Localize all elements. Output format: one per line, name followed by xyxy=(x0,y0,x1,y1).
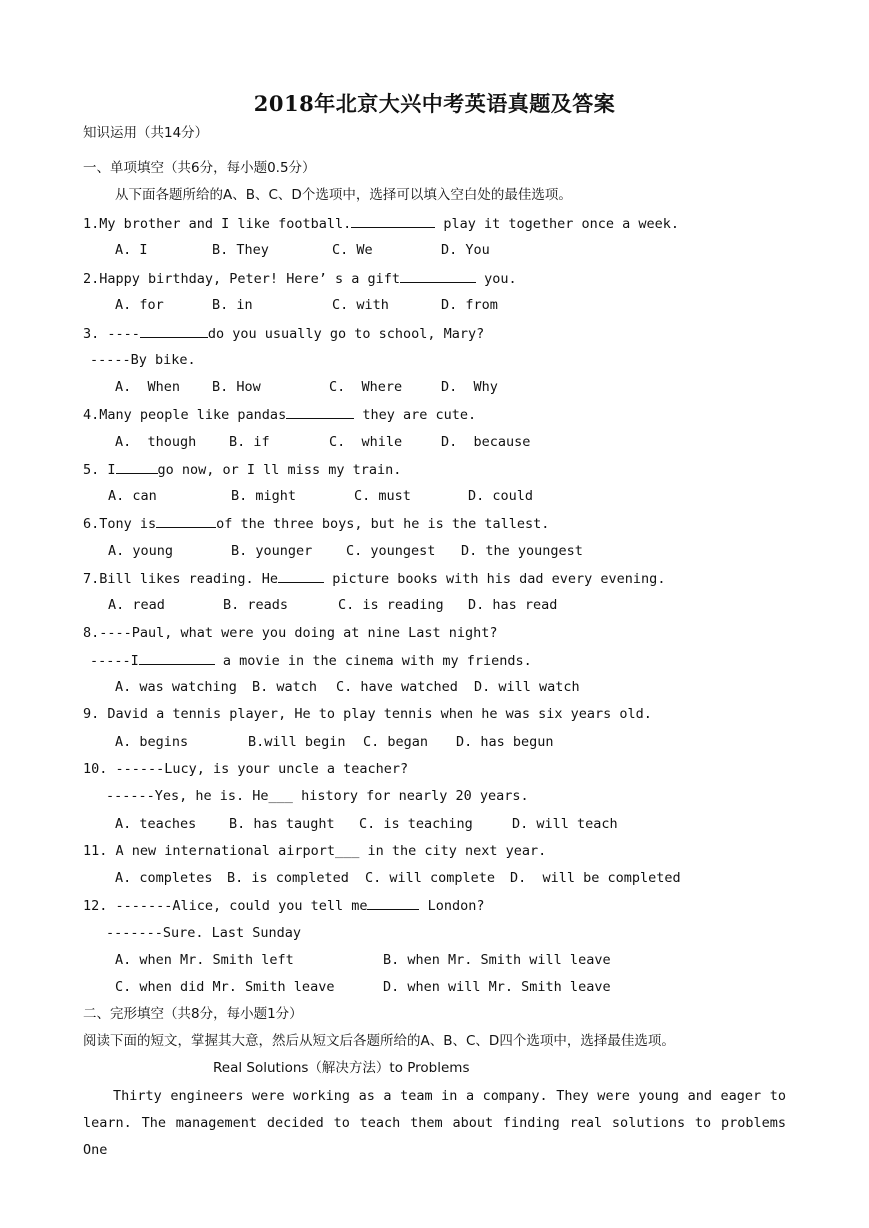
option-a: A. When xyxy=(115,379,181,395)
question-text: 6.Tony is xyxy=(83,516,157,532)
option-b: B. when Mr. Smith will leave xyxy=(383,952,611,968)
option-a: A. completes xyxy=(115,870,213,886)
option-b: B.will begin xyxy=(248,734,346,750)
option-a: A. I xyxy=(115,242,148,258)
option-b: B. watch xyxy=(252,679,318,695)
option-c: C. youngest xyxy=(346,543,436,559)
answer-blank xyxy=(367,896,419,910)
option-a: A. though xyxy=(115,434,197,450)
passage-line-2: learn. The management decided to teach them about finding real solutions to problems One xyxy=(83,1115,786,1158)
option-b: B. if xyxy=(229,434,270,450)
dialogue-reply: -----By bike. xyxy=(90,352,196,368)
option-a: A. when Mr. Smith left xyxy=(115,952,294,968)
option-c: C. while xyxy=(329,434,403,450)
question-text: they are cute. xyxy=(354,407,477,423)
option-d: D. has read xyxy=(468,597,558,613)
option-a: A. begins xyxy=(115,734,189,750)
option-c: C. Where xyxy=(329,379,403,395)
option-c: C. have watched xyxy=(336,679,458,695)
option-c: C. will complete xyxy=(365,870,496,886)
option-c: C. began xyxy=(363,734,429,750)
dialogue-reply xyxy=(90,651,532,670)
answer-blank xyxy=(116,460,158,474)
question-text: -----I xyxy=(90,653,139,669)
option-a: A. read xyxy=(108,597,165,613)
option-d: D. will teach xyxy=(512,816,618,832)
option-c: C. when did Mr. Smith leave xyxy=(115,979,335,995)
option-d: D. will be completed xyxy=(510,870,681,886)
option-d: D. could xyxy=(468,488,534,504)
question-text: 4.Many people like pandas xyxy=(83,407,287,423)
dialogue-reply: ------Yes, he is. He___ history for nearly 20 years. xyxy=(106,788,529,804)
question-2 xyxy=(83,269,517,288)
option-b: B. How xyxy=(212,379,261,395)
option-b: B. might xyxy=(231,488,297,504)
question-text: of the three boys, but he is the tallest. xyxy=(216,516,550,532)
answer-blank xyxy=(351,214,435,228)
option-a: A. was watching xyxy=(115,679,237,695)
question-text: 7.Bill likes reading. He xyxy=(83,571,279,587)
passage-text: Thirty engineers were working as a team in a company. They were young and eager to xyxy=(113,1088,786,1104)
question-text: 5. I xyxy=(83,462,116,478)
answer-blank xyxy=(400,269,476,283)
option-b: B. is completed xyxy=(227,870,349,886)
question-text: a movie in the cinema with my friends. xyxy=(214,653,532,669)
question-text: you. xyxy=(475,271,517,287)
option-d: D. has begun xyxy=(456,734,554,750)
question-text: play it together once a week. xyxy=(435,216,680,232)
option-d: D. Why xyxy=(441,379,498,395)
option-b: B. in xyxy=(212,297,253,313)
option-c: C. We xyxy=(332,242,373,258)
option-a: A. can xyxy=(108,488,157,504)
option-a: A. for xyxy=(115,297,164,313)
question-12 xyxy=(83,896,485,915)
option-d: D. will watch xyxy=(474,679,580,695)
question-5 xyxy=(83,460,401,479)
question-11: 11. A new international airport___ in the city next year. xyxy=(83,843,547,859)
question-text: picture books with his dad every evening. xyxy=(324,571,666,587)
question-10: 10. ------Lucy, is your uncle a teacher? xyxy=(83,761,409,777)
option-c: C. is reading xyxy=(338,597,444,613)
passage-title: Real Solutions（解决方法）to Problems xyxy=(213,1060,470,1076)
option-c: C. must xyxy=(354,488,411,504)
question-text: go now, or I ll miss my train. xyxy=(157,462,402,478)
option-d: D. because xyxy=(441,434,531,450)
dialogue-reply: -------Sure. Last Sunday xyxy=(106,925,302,941)
option-a: A. teaches xyxy=(115,816,197,832)
part1-instruction: 从下面各题所给的A、B、C、D个选项中，选择可以填入空白处的最佳选项。 xyxy=(115,187,572,203)
question-8: 8.----Paul, what were you doing at nine Last night? xyxy=(83,625,498,641)
option-b: B. reads xyxy=(223,597,289,613)
page-title: 2018年北京大兴中考英语真题及答案 xyxy=(253,91,616,116)
part2-heading: 二、完形填空（共8分，每小题1分） xyxy=(83,1006,303,1022)
option-d: D. when will Mr. Smith leave xyxy=(383,979,611,995)
question-text: 1.My brother and I like football. xyxy=(83,216,352,232)
option-c: C. is teaching xyxy=(359,816,473,832)
option-d: D. from xyxy=(441,297,498,313)
passage-line-1 xyxy=(83,1083,786,1110)
answer-blank xyxy=(156,514,216,528)
question-9: 9. David a tennis player, He to play tennis when he was six years old. xyxy=(83,706,652,722)
option-b: B. has taught xyxy=(229,816,335,832)
question-3 xyxy=(83,324,484,343)
option-c: C. with xyxy=(332,297,389,313)
part2-instruction: 阅读下面的短文，掌握其大意，然后从短文后各题所给的A、B、C、D四个选项中，选择最佳选项。 xyxy=(83,1033,675,1049)
option-a: A. young xyxy=(108,543,174,559)
answer-blank xyxy=(278,569,324,583)
option-d: D. You xyxy=(441,242,490,258)
option-d: D. the youngest xyxy=(461,543,583,559)
answer-blank xyxy=(139,651,215,665)
option-b: B. younger xyxy=(231,543,313,559)
question-text: 2.Happy birthday, Peter! Here’ s a gift xyxy=(83,271,400,287)
option-b: B. They xyxy=(212,242,269,258)
question-4 xyxy=(83,405,476,424)
section-heading-knowledge: 知识运用（共14分） xyxy=(83,125,209,141)
question-6 xyxy=(83,514,549,533)
question-1 xyxy=(83,214,679,233)
answer-blank xyxy=(286,405,354,419)
question-text: do you usually go to school, Mary? xyxy=(207,326,485,342)
question-text: 12. -------Alice, could you tell me xyxy=(83,898,368,914)
answer-blank xyxy=(140,324,208,338)
question-7 xyxy=(83,569,665,588)
question-text: London? xyxy=(419,898,485,914)
question-text: 3. ---- xyxy=(83,326,140,342)
part1-heading: 一、单项填空（共6分，每小题0.5分） xyxy=(83,160,316,176)
